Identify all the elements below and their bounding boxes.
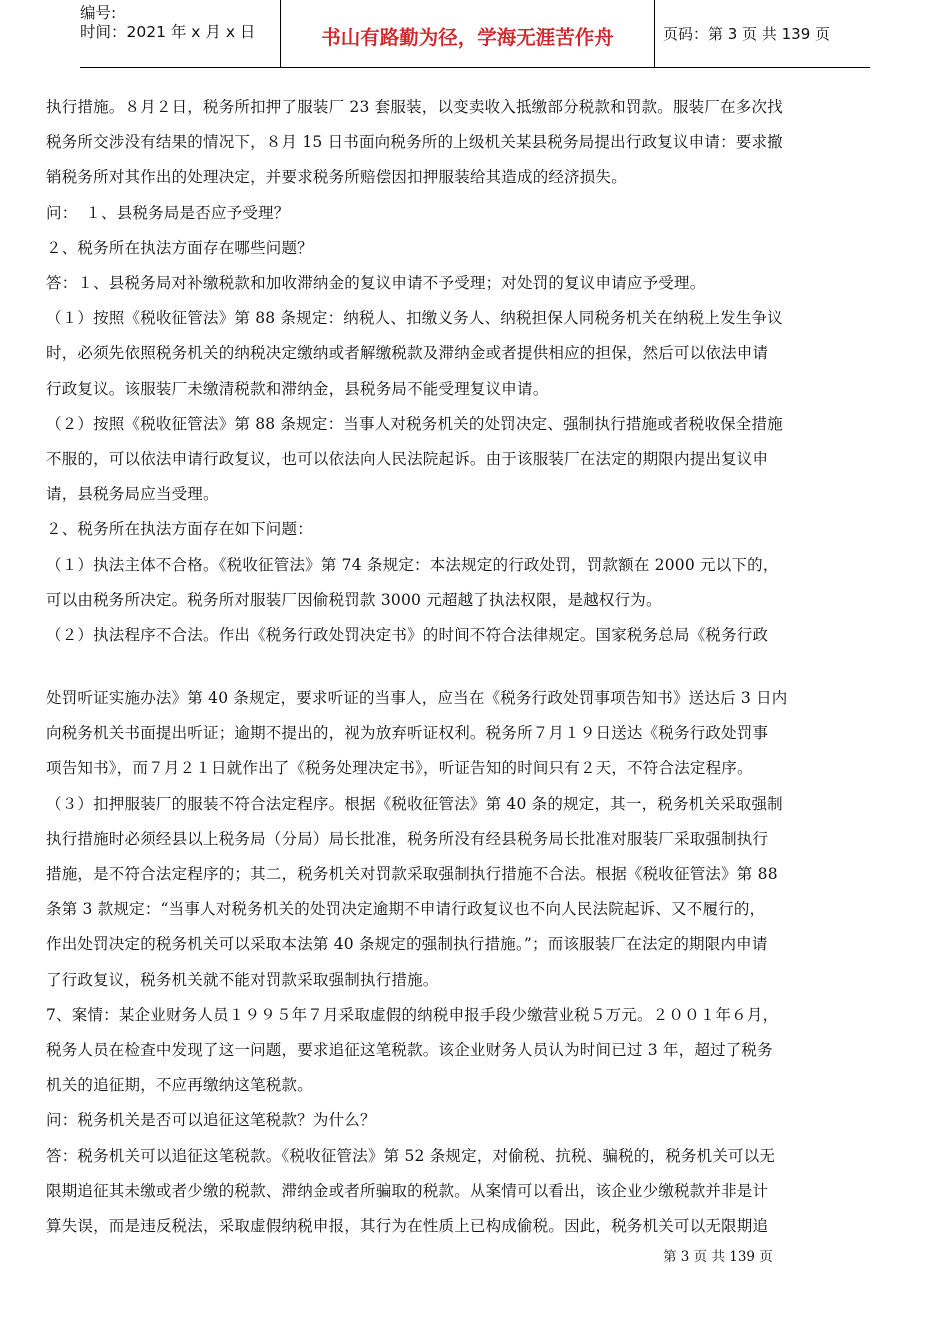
- text-line: 限期追征其未缴或者少缴的税款、滞纳金或者所骗取的税款。从案情可以看出，该企业少缴税款并非是计: [46, 1181, 769, 1200]
- text-line: 向税务机关书面提出听证；逾期不提出的，视为放弃听证权利。税务所７月１９日送达《税务行政处罚事: [46, 724, 769, 743]
- page-footer: 第 3 页 共 139 页: [663, 1249, 773, 1265]
- text-line: 不服的，可以依法申请行政复议，也可以依法向人民法院起诉。由于该服装厂在法定的期限内提出复议申: [46, 450, 769, 469]
- text-line: 项告知书》，而７月２１日就作出了《税务处理决定书》，听证告知的时间只有２天，不符合法定程序。: [46, 759, 753, 778]
- text-line: 条第 3 款规定：“当事人对税务机关的处罚决定逾期不申请行政复议也不向人民法院起诉、又不履行的，: [46, 900, 766, 919]
- text-line: （１）执法主体不合格。《税收征管法》第 74 条规定：本法规定的行政处罚，罚款额在 2000 元以下的，: [46, 555, 779, 574]
- page-header: [80, 0, 870, 68]
- text-line: 答：税务机关可以追征这笔税款。《税收征管法》第 52 条规定，对偷税、抗税、骗税的，税务机关可以无: [46, 1146, 776, 1165]
- text-line: 机关的追征期，不应再缴纳这笔税款。: [46, 1076, 313, 1095]
- text-line: ２、税务所在执法方面存在如下问题：: [46, 520, 313, 539]
- header-motto: 书山有路勤为径，学海无涯苦作舟: [281, 0, 655, 67]
- text-line: （３）扣押服装厂的服装不符合法定程序。根据《税收征管法》第 40 条的规定，其一，税务机关采取强制: [46, 794, 783, 813]
- header-meta: [80, 0, 281, 67]
- text-line: 税务人员在检查中发现了这一问题，要求追征这笔税款。该企业财务人员认为时间已过 3 年，超过了税务: [46, 1041, 773, 1060]
- text-line: 问： １、县税务局是否应予受理？: [46, 203, 290, 222]
- text-line: 可以由税务所决定。税务所对服装厂因偷税罚款 3000 元超越了执法权限，是越权行为。: [46, 590, 662, 609]
- text-line: 问：税务机关是否可以追征这笔税款？为什么？: [46, 1111, 376, 1130]
- document-body-bottom: [46, 681, 831, 1244]
- text-line: ２、税务所在执法方面存在哪些问题？: [46, 238, 313, 257]
- text-line: 执行措施时必须经县以上税务局（分局）局长批准，税务所没有经县税务局长批准对服装厂采取强制执行: [46, 829, 769, 848]
- text-line: （１）按照《税收征管法》第 88 条规定：纳税人、扣缴义务人、纳税担保人同税务机关在纳税上发生争议: [46, 309, 783, 328]
- document-body-top: [46, 90, 831, 653]
- text-line: （２）执法程序不合法。作出《税务行政处罚决定书》的时间不符合法律规定。国家税务总局《税务行政: [46, 626, 769, 645]
- text-line: 算失误，而是违反税法，采取虚假纳税申报，其行为在性质上已构成偷税。因此，税务机关可以无限期追: [46, 1217, 769, 1236]
- text-line: 7、案情：某企业财务人员１９９５年７月采取虚假的纳税申报手段少缴营业税５万元。２００１年６月，: [46, 1005, 779, 1024]
- doc-date-label: 时间：2021 年 x 月 x 日: [80, 23, 256, 41]
- doc-number-label: 编号:: [80, 4, 117, 22]
- text-line: 措施，是不符合法定程序的；其二，税务机关对罚款采取强制执行措施不合法。根据《税收征管法》第 88: [46, 865, 778, 884]
- text-line: 了行政复议，税务机关就不能对罚款采取强制执行措施。: [46, 970, 439, 989]
- text-line: 作出处罚决定的税务机关可以采取本法第 40 条规定的强制执行措施。”；而该服装厂在法定的期限内申请: [46, 935, 768, 954]
- text-line: 处罚听证实施办法》第 40 条规定，要求听证的当事人，应当在《税务行政处罚事项告知书》送达后 3 日内: [46, 689, 788, 707]
- text-line: 执行措施。８月２日，税务所扣押了服装厂 23 套服装，以变卖收入抵缴部分税款和罚款。服装厂在多次找: [46, 98, 783, 116]
- text-line: （２）按照《税收征管法》第 88 条规定：当事人对税务机关的处罚决定、强制执行措施或者税收保全措施: [46, 414, 783, 433]
- text-line: 请，县税务局应当受理。: [46, 485, 219, 504]
- text-line: 税务所交涉没有结果的情况下，８月 15 日书面向税务所的上级机关某县税务局提出行政复议申请：要求撤: [46, 133, 783, 152]
- header-page-info: 页码：第 3 页 共 139 页: [663, 25, 831, 43]
- text-line: 行政复议。该服装厂未缴清税款和滞纳金，县税务局不能受理复议申请。: [46, 379, 549, 398]
- text-line: 答：１、县税务局对补缴税款和加收滞纳金的复议申请不予受理；对处罚的复议申请应予受理。: [46, 274, 706, 293]
- text-line: 销税务所对其作出的处理决定，并要求税务所赔偿因扣押服装给其造成的经济损失。: [46, 168, 627, 187]
- text-line: 时，必须先依照税务机关的纳税决定缴纳或者解缴税款及滞纳金或者提供相应的担保，然后可以依法申请: [46, 344, 769, 363]
